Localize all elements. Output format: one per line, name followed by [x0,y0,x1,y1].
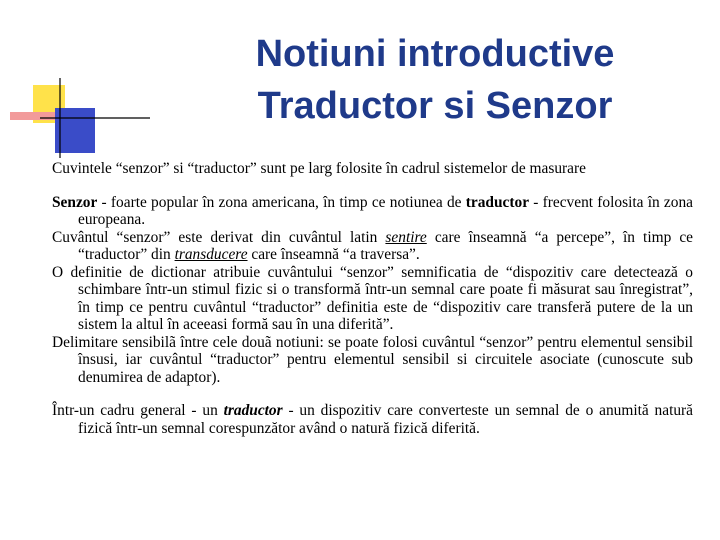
word-transducere: transducere [174,246,248,263]
paragraph-definition: O definitie de dictionar atribuie cuvântului “senzor” semnificatia de “dispozitiv care detectează o schimbare într-un stimul fizic si o transformă într-un semnal care poate fi măsurat sau înregistrat”, în timp ce pentru cuvântul “traductor” definitia este de “dispozitiv care transferă putere de la un sistem la altul în aceeasi formă sau în una diferită”. [52,263,693,333]
title-line-2: Traductor si Senzor [257,85,613,127]
term-traductor: traductor [465,193,530,211]
title-line-1: Notiuni introductive [255,33,615,75]
slide-body [52,160,693,437]
slide-decoration [0,0,150,160]
paragraph-delimitation: Delimitare sensibilã între cele douã notiuni: se poate folosi cuvântul “senzor” pentru elementul sensibil însusi, iar cuvântul “traductor” pentru elementul sensibil si circuitele asociate (cunoscute sub denumirea de adaptor). [52,333,693,386]
word-sentire: sentire [385,228,427,246]
paragraph-senzor: Senzor - foarte popular în zona americana, în timp ce notiunea de traductor - frecvent folosita în zona europeana. [52,193,693,228]
slide-title [150,28,720,132]
paragraph-etymology: Cuvântul “senzor” este derivat din cuvântul latin sentire care înseamnă “a percepe”, în timp ce “traductor” din transducere care înseamnă “a traversa”. [52,228,693,263]
decor-blue-square [55,108,95,153]
intro-paragraph: Cuvintele “senzor” si “traductor” sunt pe larg folosite în cadrul sistemelor de masurare [52,160,586,177]
term-traductor-general: traductor [223,402,283,419]
paragraph-general: Într-un cadru general - un traductor - un dispozitiv care converteste un semnal de o anumită natură fizică într-un semnal corespunzător având o natură fizică diferită. [52,402,693,437]
term-senzor: Senzor [52,193,98,211]
decor-pink-bar [10,112,55,120]
